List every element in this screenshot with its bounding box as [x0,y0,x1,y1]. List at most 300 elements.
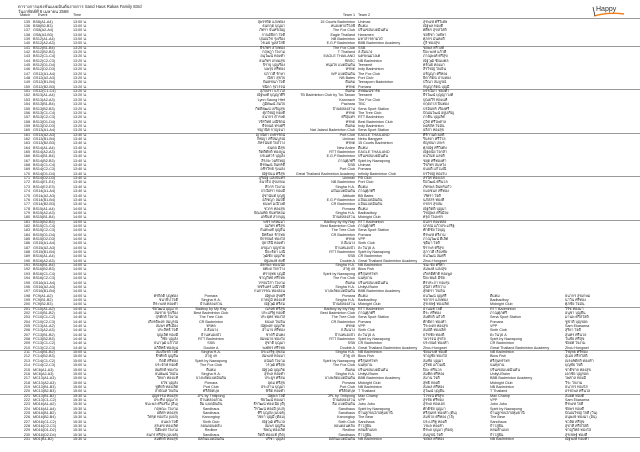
header-time: Time [73,13,82,17]
team2-player-a: ธนวัฒน์ บุญศรี [423,293,447,298]
match-time: 15:30 น. [73,393,87,398]
match-number: 178 [23,206,30,211]
event-code: FC13(B1-B2) [33,332,55,337]
team2-player-a: ชาญชัย ทองใส [423,354,447,359]
event-code: FC13(C1-C2) [33,341,56,346]
team2-name: Pomara [358,232,371,237]
team1-name: NB Bates [339,76,355,81]
team2-player-b: อรรถพล ศรีนวล [565,389,591,394]
team2-player-b: ณรงค์ศักดิ์ ทองคำ [565,358,594,363]
team2-name: ก้าวสู่ฝัน [358,424,372,429]
team1-player-b: ธนกฤต บุญมา [262,23,285,28]
event-code: MC13(A2-A3) [33,380,56,385]
team2-player-a-club: Blow Fish [490,354,506,359]
team1-name: ภาณุศุภศรี [337,158,355,163]
team2-player-b: Zhou Hongwei [565,345,589,350]
team2-player-a: ณัฐพล ทองดี [423,23,444,28]
match-number: 218 [23,380,30,385]
team2-player-a-club: NB Badminton [490,437,514,442]
team1-name: NB Badminton [331,36,355,41]
team2-player-a: ชยพล ศรีวงศ์ [423,45,444,50]
team2-name: VPP [358,324,366,328]
match-time: 14:00 น. [73,297,87,302]
team2-name: Badbadboy [358,297,377,302]
match-time: 14:00 น. [73,293,87,298]
team2-player-a-club: Pomara [490,319,503,324]
match-number: 170 [23,171,30,176]
team2-player-a: ปิยวัฒน์ ศรีนวล [423,180,448,185]
team1-player-a: ธนกร ศรีสุข (แบงค์) [146,432,178,437]
team2-name: Spirit by Nawapong [358,337,390,342]
team2-name: Teeramit [358,63,373,67]
team1-player-b: สมหมาย ทองใบ [259,337,285,342]
match-number: 153 [23,97,30,102]
team2-player-b: ธีรพงษ์ ใจดี [565,402,584,407]
team2-player-a: ปิยะ ศรีนวล [423,367,442,372]
match-time: 13:20 น. [73,123,87,128]
team2-player-a: ชุติมา ใจดี [423,241,440,246]
match-time: 13:20 น. [73,76,87,81]
team1-player-b: ปรีชา บุญส่ง [265,437,285,442]
team2-player-a-club: VPP [490,324,498,328]
team1-name: 15 Courts Badminton [320,19,355,24]
match-number: 142 [23,49,30,54]
match-time: 14:00 น. [73,276,87,281]
team2-name: ภาณุศุภศรี [358,223,376,228]
team2-player-a: ปกรณ์ แก้วประเสริฐ [423,223,455,228]
team1-player-a: อดิศร ทองสุข [156,411,178,415]
match-time: 13:40 น. [73,184,87,189]
team2-player-b: ชวลิต ศรีสุข [565,419,585,424]
match-number: 226 [23,415,30,420]
team2-player-a: ภูริ ทองสุข [423,41,440,46]
team1-player-a: วิชัย บุญส่ง [160,337,178,342]
team2-name: NB Badminton [358,384,382,389]
team1-name: The Fox Club [332,276,355,281]
team2-player-b: สุนทร ศรีนวล [565,332,587,337]
match-time: 13:40 น. [73,180,87,185]
team1-name: TB Badminton Club by Tor-Tawan [300,93,355,98]
event-code: BS13(B1-B4) [33,102,55,107]
team1-player-a: ประสิทธิ์ ใจดี [157,328,178,333]
team2-player-a-club: ก้าวสู่ฝัน [490,432,504,437]
team2-player-a: Zhou Hongwei [423,345,447,350]
event-code: GS14(A1-A4) [33,189,56,194]
team2-name: หล่มสักแบด [358,428,377,433]
match-time: 15:00 น. [73,376,87,381]
team2-name: Sena Sport Station [358,106,389,111]
team2-name: ดีแคม [358,145,368,150]
team2-player-b: บุญชัย ใจดี [565,363,583,368]
event-code: BS14(C1-C4) [33,163,56,168]
match-number: 206 [23,328,30,333]
event-code: BS12(B1-B4) [33,45,55,50]
team1-player-b: ณรงค์ ศรีสุข [265,306,285,311]
match-number: 152 [23,93,30,98]
team2-player-a: ภาณุพงศ์ ศรีสุข [423,54,448,59]
team2-name: The Bear [358,415,374,420]
team1-name: RTT Badminton [329,250,355,255]
team2-player-b: วิรัช ทองมา [565,306,584,311]
team1-player-a-club: The Tree Club [199,315,223,320]
event-code: MC13(C1-C2) [33,397,56,402]
team2-player-a: สมาน ใจดี [423,376,440,381]
team1-player-a: บุญเลิศ ทองมี [156,332,178,337]
team2-player-a: ธัญชนก เกษร [423,141,445,146]
team1-player-a: นิติพงษ์ ใจงาม [155,428,178,433]
match-number: 149 [23,80,30,85]
match-time: 13:20 น. [73,80,87,85]
team2-player-a: เกียรติศักดิ์ ทองพูล [423,271,453,276]
team2-player-b: ณัฐพงษ์ ทองคำ [565,437,590,442]
team2-name: Infinity Badminton Club [358,171,396,176]
event-code: BS13(C2-C3) [33,115,56,120]
match-number: 147 [23,71,30,76]
match-number: 137 [23,28,30,33]
event-code: MC6(A1-A3) [33,367,54,372]
event-code: BS15(C2-C3) [33,228,56,233]
team1-player-a-club: RTT Badminton [198,337,224,342]
match-time: 14:40 น. [73,341,87,346]
team1-name: ทรหด [345,324,355,328]
team2-player-a: วรพล ทองคำ [423,424,444,429]
match-time: 13:20 น. [73,93,87,98]
event-code: BS14(D2-D3) [33,176,56,181]
team2-player-a: สมบัติ ทองเลิศ [423,328,446,333]
match-time: 13:40 น. [73,197,87,202]
team1-player-b: ธีรดนย์ ทรงศรี [262,123,285,128]
event-code: BS15(D2-D3) [33,237,56,241]
team1-player-b: ธนภัทร เกษมสุข [259,58,285,63]
team1-player-a: สมศักดิ์ ทองสุข [154,437,178,442]
match-time: 13:00 น. [73,32,87,37]
event-code: MC13(B1-B2) [33,393,56,398]
team1-name: Attitude [342,193,355,198]
team2-player-a: ปัณณวัฒน์ อยู่เจริญ [423,110,455,115]
team2-player-b: ชัยยศ ใจงาม [565,341,586,346]
team1-player-a: วิศรุต ทองใบ (บอส) [147,415,178,420]
match-number: 222 [23,397,30,402]
team2-name: NB Badminton [358,437,382,442]
event-code: GS8(A3-B3) [33,32,54,37]
team2-name: นครพนมโอเค [358,54,381,59]
event-code: BS16(C1-C4) [33,271,56,276]
match-number: 210 [23,345,30,350]
team2-name: Max Champ [358,393,378,398]
event-code: GS14(A2-A3) [33,193,56,198]
match-number: 195 [23,280,30,285]
event-code: FC14(C1-C2) [33,358,56,363]
team1-player-b: นพรุจ ศรีทอง [264,67,285,72]
event-code: BS14(E1-E4) [33,180,55,185]
team2-player-b: Sam Ekasarna [565,324,590,328]
team2-player-a: ธีรพงษ์ ศรีงาม [423,232,446,237]
team2-name: Teeramit [358,93,373,98]
team2-name: ศรีสุนทรไทร [358,358,378,363]
team1-player-b: ญาณิศา เพชรรัตน์ [255,132,285,137]
team1-name: SSB [347,163,355,168]
match-number: 224 [23,406,30,411]
team1-name: หนุ่มใจ แบดมินตัน [325,63,355,67]
event-code: FC13(A1-A2) [33,324,55,328]
team1-name: JPL by Thitipong [327,393,355,398]
team2-player-a: ศักดิ์ชัย ใจบุญ [423,228,446,233]
match-time: 15:30 น. [73,424,87,429]
team2-player-a: ภาณุวัฒน์ ดีเลิศ [423,237,449,241]
team2-name: Indy Badminton [358,123,384,128]
match-time: 15:30 น. [73,406,87,411]
team1-player-b: ธนาธิป สุขเกษม [259,180,285,185]
team2-player-a-club: ดีแคม [490,293,500,298]
match-time: 13:00 น. [73,41,87,46]
team1-player-b: ชวกร ทองสุข [263,206,285,211]
team1-player-b: สุชาติ บุญมา [264,341,285,346]
team2-name: สหพัฒน์ชาร์ค [358,89,380,94]
team2-name: SSB [358,45,366,50]
team2-name: Hansmen [358,32,374,37]
team1-player-b: อนุวัฒน์ ทองคำ [260,54,285,59]
event-code: MD1(B1-B2) [33,437,54,442]
team2-player-a-club: ศรีสุนทรไทร [490,358,510,363]
match-number: 186 [23,241,30,246]
team1-name: บางพลัดแบดมินตัน [324,376,355,381]
event-code: BS15(C1-C4) [33,223,56,228]
team1-name: Pomara [342,206,355,211]
match-time: 13:20 น. [73,115,87,120]
match-number: 171 [23,176,30,181]
team2-name: ก้าวสู่ฝัน [358,432,372,437]
team1-player-a: ชัยวัฒน์ บุญมาก [152,306,178,311]
event-code: GS16(A1-A4) [33,280,56,285]
team1-player-a: สมศักดิ์ ทองใบ [154,367,178,372]
team2-name: Sixth Club [358,241,375,246]
match-number: 169 [23,167,30,172]
team1-name: Sixth Club [338,419,355,424]
team2-name: BBB Badminton Academy [358,41,401,46]
match-number: 163 [23,141,30,146]
event-code: GS12(B1-B4) [33,80,56,85]
match-number: 217 [23,376,30,381]
match-number: 176 [23,197,30,202]
team2-name: Sandhaus [358,419,375,424]
team1-name: ดีแคม [345,280,355,285]
match-time: 14:40 น. [73,310,87,315]
match-number: 146 [23,67,30,72]
team1-player-b: พิษณุ ทองเลิศ [263,428,285,433]
team1-player-b: กิตติพัฒน์ เจริญสุข [255,106,285,111]
team1-name: Eagle Thailand [330,32,355,37]
team1-player-a: ชนาธิป ใจดี [158,297,178,302]
team1-name: ดีแคม [345,89,355,94]
team1-player-b: จักรพันธ์ ทองใส [259,237,285,241]
team2-player-a: พงศ์ภัค ใจมั่น [423,123,445,128]
team2-player-a-club: CR Badminton [490,341,514,346]
team2-player-a: พรรณิภา ทองคำ [423,89,450,94]
match-time: 14:00 น. [73,210,87,215]
match-time: 13:20 น. [73,54,87,59]
team2-player-a: สมพงษ์ แสงสุข [423,267,447,272]
team2-name: The Tree Club [358,110,382,115]
team2-name: CR Badminton [358,254,382,259]
team2-player-a: สรวิศ ทองเอก [423,176,445,181]
team2-name: แป้นแบดมินตัน [358,197,383,202]
team2-player-a-club: VPP [490,397,498,402]
match-time: 15:30 น. [73,419,87,424]
team2-player-a: ศรีสุนทร ทองคำ (ต้น) [423,411,457,415]
team1-name: Singha H.A. [335,263,355,268]
team2-name: Unimax [358,163,371,168]
event-code: BS14(C2-C3) [33,167,56,172]
match-time: 13:20 น. [73,58,87,63]
team1-player-b: พีรพัฒน์ จันทร์ดี [259,163,285,168]
match-time: 14:40 น. [73,345,87,350]
team2-name: Port Club [358,76,374,81]
team1-player-b: ภัทรนันท์ ใจสว่าง [257,141,285,146]
team1-player-a-club: JPL by Thitipong [197,393,225,398]
team2-player-a: วีรภัทร สมหวัง [423,163,446,168]
match-number: 185 [23,237,30,241]
match-number: 135 [23,19,30,24]
match-time: 14:40 น. [73,306,87,311]
match-number: 183 [23,228,30,233]
match-time: 14:40 น. [73,337,87,342]
match-time: 15:00 น. [73,350,87,355]
event-code: BS12(C2-C3) [33,58,56,63]
team2-name: EAGLE THAILAND [358,150,390,154]
match-time: 13:20 น. [73,119,87,124]
event-code: BS14(A1-A4) [33,145,55,150]
match-number: 189 [23,254,30,259]
team1-name: Unimax [342,176,355,181]
team1-player-b: กิตติ ทองแท้ (กิต) [257,432,285,437]
team2-player-b: สมยศ ทองดี [565,393,585,398]
team1-name: Singha H.A. [335,350,355,355]
team1-player-b: ชาญวิทย์ ศรีไทย [258,276,285,281]
match-number: 150 [23,84,30,89]
team2-player-a: สมพล ศรีทอง [423,384,445,389]
team1-player-b: ณัฐพล สุขศรี [264,293,285,298]
team1-player-a-club: บ้านคลองสวน [199,302,223,307]
team2-player-a: กฤตภาส ปิ่นทอง [423,102,449,107]
team1-name: CR Badminton [331,319,355,324]
team2-player-a: ธนวินท์ แสงดี [423,154,445,159]
match-time: 14:00 น. [73,228,87,233]
match-time: 14:00 น. [73,206,87,211]
team2-player-a: กัญญารัตน์ บุญมี [423,84,450,89]
team1-player-a: ชนะพล ศรีเสริม (ลีน) [144,402,178,407]
match-time: 14:00 น. [73,263,87,268]
team2-player-a-club: UnityUSwim [490,371,511,376]
match-time: 15:30 น. [73,411,87,415]
team2-player-b: ไพศาล ทองมี [565,376,586,381]
match-time: 13:20 น. [73,106,87,111]
team1-player-a: สมเกียรติ ใจดี [155,350,178,355]
team2-player-a-club: Spirit by Nawapong [490,406,522,411]
team2-player-a: ภัทรพล อินทร์แก้ว [423,184,452,189]
team2-player-a-club: ก้าวสู่ฝัน [490,424,504,429]
event-code: GS14(B1-B4) [33,197,56,202]
match-time: 14:00 น. [73,267,87,272]
team2-player-a-club: NB Badminton [490,350,514,355]
match-number: 211 [24,350,30,355]
team1-player-b: พิมพ์ชนก ใจดี [263,80,285,85]
event-code: BS13(A1-A4) [33,93,55,98]
event-code: BS14(D1-D4) [33,171,56,176]
match-number: 213 [23,358,30,363]
event-code: GS16(A2-A3) [33,284,56,289]
team2-name: BBB Badminton Academy [358,376,401,381]
team2-name: Best Badminton Club [358,119,393,124]
team1-player-b: กานต์ธิดา ใจดี [261,32,285,37]
team2-name: PB Club [358,176,372,181]
team1-player-a: ประทีป บุญมาก [153,397,178,402]
event-code: BS8(A1-A4) [33,19,53,24]
team1-player-b: สุธาสินี ทองคำ [261,241,285,246]
team1-name: Pomara [342,293,355,298]
team2-name: NB Badminton [358,263,382,268]
match-number: 227 [23,419,30,424]
team2-player-a: กมลชนก ศรีทอง [423,189,449,194]
team1-player-b: ประเสริฐ ทองดี [261,310,285,315]
team2-player-a-club: นนทุยาน [490,363,505,368]
team1-player-b: ณัฐพงษ์ บุญเกิด [260,324,285,328]
team2-name: ส.ส้มนาง [358,49,373,54]
team1-player-a-club: Spirit by Nawapong [195,358,227,363]
event-code: MD16(A1-A2) [33,402,56,407]
team1-name: E.G.P Badminton [326,41,355,46]
match-number: 188 [23,250,30,255]
match-number: 197 [23,289,30,294]
match-number: 167 [23,158,30,163]
team1-player-a-club: Badboy by My Ray [195,306,227,311]
team1-player-a-club: Redline [204,428,218,433]
team1-player-b: ประสาน บุญมา [260,384,285,389]
team1-player-b: ปภาวดี รักษา [263,71,285,76]
team1-player-a: อภิสิทธิ์ ทองพูน [154,345,178,350]
team1-player-b: พชร พรหมมา [263,219,285,224]
match-number: 198 [23,293,30,298]
event-code: BS12(D2-D3) [33,67,56,72]
team2-player-a: ณัฐดนัย ใจกล้า [423,150,448,154]
team1-name: Double A [340,345,355,350]
match-time: 14:00 น. [73,254,87,259]
team1-player-b: ภูริณัฐ แสงจันทร์ [258,176,285,181]
match-time: 14:00 น. [73,232,87,237]
match-number: 180 [23,215,30,220]
event-code: FC13(B2-B3) [33,337,55,342]
event-code: BS16(A2-A3) [33,258,55,263]
event-code: BS12(C1-C4) [33,54,56,59]
team1-name: สาคู 49 [343,267,355,272]
match-time: 13:40 น. [73,193,87,198]
team1-player-b: Lynn Saung Htet [257,97,285,102]
team2-name: Sena Sport Station [358,128,389,133]
event-code: BS13(B2-B3) [33,106,55,111]
match-number: 145 [23,63,30,67]
team1-player-b: วีรวัฒน์ ทองมี (เบส) [253,406,285,411]
team1-player-a-club: ลี้ม แบดมินตัน [199,402,223,407]
match-number: 196 [23,284,30,289]
team2-player-a: สุภาวดี เรืองชัย [423,250,448,255]
team1-name: Sandhaus [338,432,355,437]
match-time: 13:40 น. [73,141,87,146]
team2-player-a-club: RTT Badminton [490,306,516,311]
team1-player-b: สมพงษ์ ทองมา [261,354,285,359]
match-number: 139 [23,36,30,41]
team1-name: ทรหด [345,237,355,241]
team1-player-a-club: ดีแคม [206,367,216,372]
team2-player-a-club: Midnight Club [490,302,513,307]
